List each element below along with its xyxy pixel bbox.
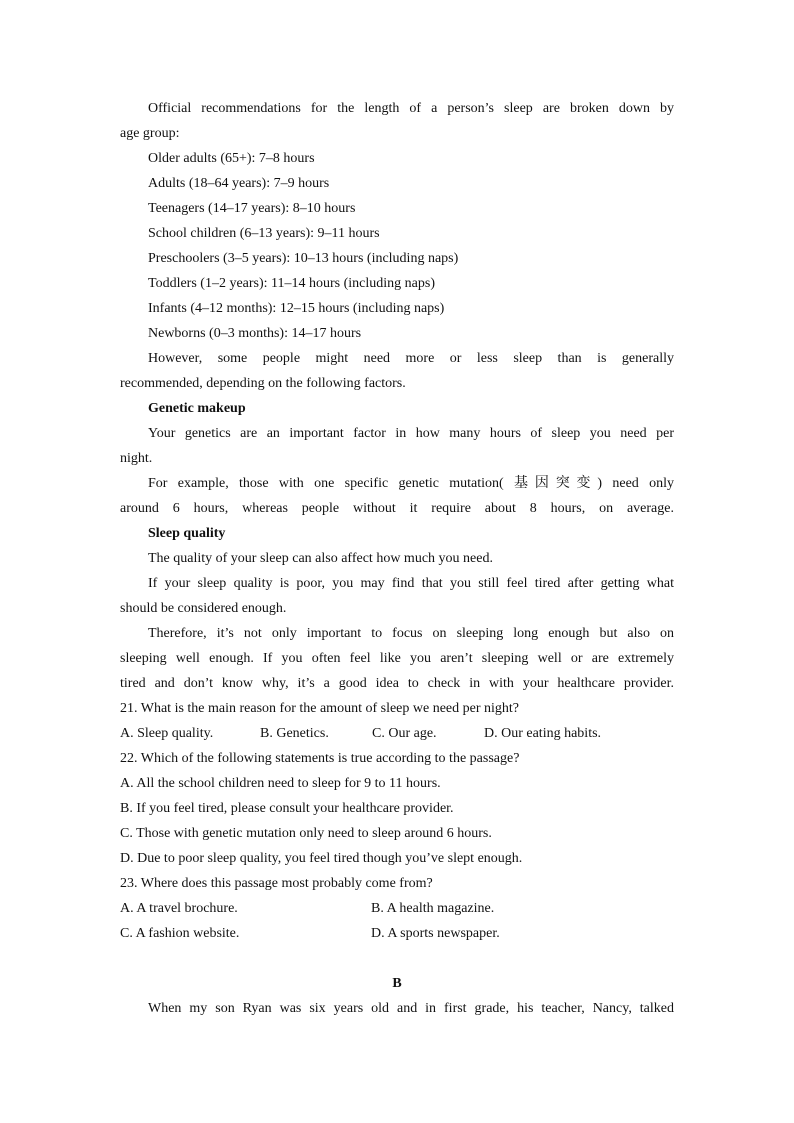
age-group-item: Toddlers (1–2 years): 11–14 hours (including naps) <box>148 276 435 291</box>
heading-sleep-quality: Sleep quality <box>148 526 226 541</box>
question-23-option-c: C. A fashion website. <box>120 926 240 941</box>
question-23-option-d: D. A sports newspaper. <box>371 926 500 941</box>
paragraph-intro-line-2: age group: <box>120 126 180 141</box>
question-21-option-c: C. Our age. <box>372 726 437 741</box>
paragraph-poor-line-1: If your sleep quality is poor, you may find that you still feel tired after getting what <box>148 576 674 591</box>
question-23-option-b: B. A health magazine. <box>371 901 495 916</box>
age-group-item: Teenagers (14–17 years): 8–10 hours <box>148 201 356 216</box>
paragraph-intro-line-1: Official recommendations for the length of a person’s sleep are broken down by <box>148 101 674 116</box>
question-22-option-a: A. All the school children need to sleep for 9 to 11 hours. <box>120 776 441 791</box>
document-page <box>120 96 674 1021</box>
paragraph-poor-line-2: should be considered enough. <box>120 601 287 616</box>
age-group-item: Older adults (65+): 7–8 hours <box>148 151 315 166</box>
question-23: 23. Where does this passage most probably come from? <box>120 876 433 891</box>
question-22-option-d: D. Due to poor sleep quality, you feel tired though you’ve slept enough. <box>120 851 523 866</box>
paragraph-example-line-1: For example, those with one specific genetic mutation( 基因突变) need only <box>148 476 674 491</box>
paragraph-quality-line-1: The quality of your sleep can also affect how much you need. <box>148 551 493 566</box>
question-21-options <box>120 721 674 746</box>
section-b-first-line: When my son Ryan was six years old and in first grade, his teacher, Nancy, talked <box>148 1001 674 1016</box>
question-23-options-row-1 <box>120 896 674 921</box>
paragraph-therefore-line-3: tired and don’t know why, it’s a good idea to check in with your healthcare provider. <box>120 676 674 691</box>
age-group-item: Adults (18–64 years): 7–9 hours <box>148 176 330 191</box>
paragraph-however-line-1: However, some people might need more or less sleep than is generally <box>148 351 674 366</box>
spacer <box>120 946 674 971</box>
paragraph-example-line-2: around 6 hours, whereas people without it require about 8 hours, on average. <box>120 501 674 516</box>
question-22: 22. Which of the following statements is true according to the passage? <box>120 751 520 766</box>
age-group-item: Newborns (0–3 months): 14–17 hours <box>148 326 362 341</box>
heading-genetic-makeup: Genetic makeup <box>148 401 246 416</box>
paragraph-genetic-line-2: night. <box>120 451 153 466</box>
section-b-title: B <box>392 976 402 991</box>
question-21-option-b: B. Genetics. <box>260 726 329 741</box>
question-22-option-c: C. Those with genetic mutation only need to sleep around 6 hours. <box>120 826 492 841</box>
paragraph-therefore-line-2: sleeping well enough. If you often feel like you aren’t sleeping well or are extremely <box>120 651 674 666</box>
question-23-options-row-2 <box>120 921 674 946</box>
question-21-option-a: A. Sleep quality. <box>120 726 214 741</box>
question-23-option-a: A. A travel brochure. <box>120 901 238 916</box>
paragraph-however-line-2: recommended, depending on the following factors. <box>120 376 406 391</box>
age-group-item: Preschoolers (3–5 years): 10–13 hours (including naps) <box>148 251 459 266</box>
question-22-option-b: B. If you feel tired, please consult your healthcare provider. <box>120 801 454 816</box>
paragraph-therefore-line-1: Therefore, it’s not only important to focus on sleeping long enough but also on <box>148 626 674 641</box>
age-group-item: Infants (4–12 months): 12–15 hours (including naps) <box>148 301 445 316</box>
question-21-option-d: D. Our eating habits. <box>484 726 602 741</box>
age-group-item: School children (6–13 years): 9–11 hours <box>148 226 380 241</box>
question-21: 21. What is the main reason for the amount of sleep we need per night? <box>120 701 520 716</box>
paragraph-genetic-line-1: Your genetics are an important factor in how many hours of sleep you need per <box>148 426 674 441</box>
